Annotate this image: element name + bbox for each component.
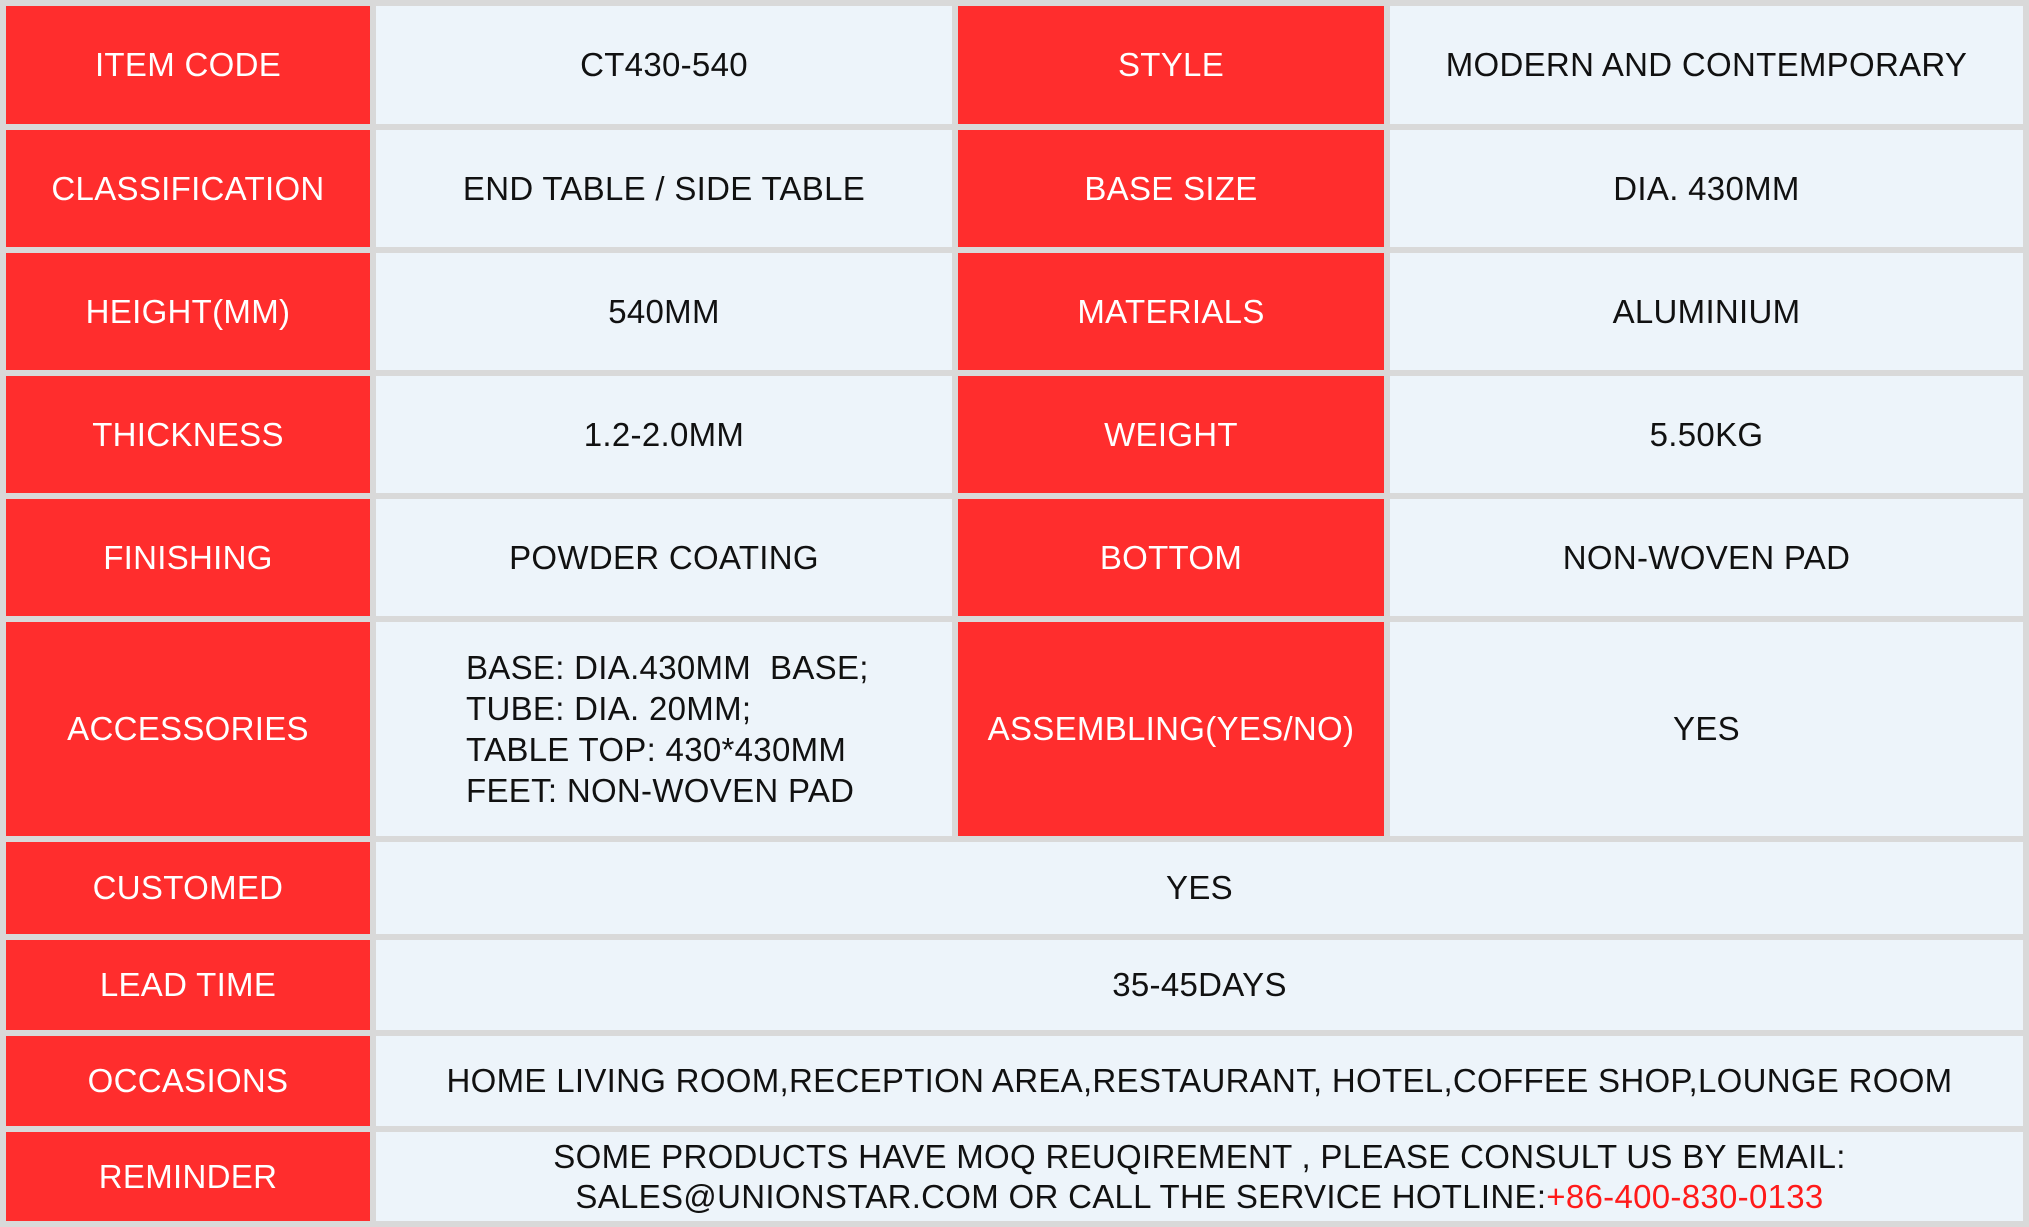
value-weight: 5.50KG — [1390, 376, 2023, 493]
reminder-line-2 — [575, 1177, 1823, 1217]
label-lead-time: LEAD TIME — [6, 940, 370, 1030]
value-accessories — [376, 622, 952, 836]
label-item-code: ITEM CODE — [6, 6, 370, 124]
value-finishing: POWDER COATING — [376, 499, 952, 616]
label-assembling: ASSEMBLING(YES/NO) — [958, 622, 1384, 836]
label-base-size: BASE SIZE — [958, 130, 1384, 247]
value-base-size: DIA. 430MM — [1390, 130, 2023, 247]
accessories-line-4: FEET: NON-WOVEN PAD — [466, 772, 855, 809]
accessories-line-3: TABLE TOP: 430*430MM — [466, 731, 847, 768]
label-style: STYLE — [958, 6, 1384, 124]
reminder-line-1: SOME PRODUCTS HAVE MOQ REUQIREMENT , PLEASE CONSULT US BY EMAIL: — [553, 1137, 1846, 1175]
label-reminder: REMINDER — [6, 1132, 370, 1221]
label-classification: CLASSIFICATION — [6, 130, 370, 247]
value-style: MODERN AND CONTEMPORARY — [1390, 6, 2023, 124]
value-lead-time: 35-45DAYS — [376, 940, 2023, 1030]
value-item-code: CT430-540 — [376, 6, 952, 124]
value-customed: YES — [376, 842, 2023, 934]
accessories-line-2: TUBE: DIA. 20MM; — [466, 690, 752, 727]
label-occasions: OCCASIONS — [6, 1036, 370, 1126]
value-thickness: 1.2-2.0MM — [376, 376, 952, 493]
value-occasions: HOME LIVING ROOM,RECEPTION AREA,RESTAURANT, HOTEL,COFFEE SHOP,LOUNGE ROOM — [376, 1036, 2023, 1126]
label-customed: CUSTOMED — [6, 842, 370, 934]
value-reminder — [376, 1132, 2023, 1221]
label-thickness: THICKNESS — [6, 376, 370, 493]
label-height: HEIGHT(MM) — [6, 253, 370, 370]
reminder-email-text: SALES@UNIONSTAR.COM OR CALL THE SERVICE HOTLINE: — [575, 1177, 1547, 1215]
value-classification: END TABLE / SIDE TABLE — [376, 130, 952, 247]
label-accessories: ACCESSORIES — [6, 622, 370, 836]
label-materials: MATERIALS — [958, 253, 1384, 370]
accessories-line-1: BASE: DIA.430MM BASE; — [466, 649, 869, 686]
label-bottom: BOTTOM — [958, 499, 1384, 616]
label-weight: WEIGHT — [958, 376, 1384, 493]
service-hotline[interactable]: +86-400-830-0133 — [1546, 1177, 1824, 1215]
value-height: 540MM — [376, 253, 952, 370]
value-materials: ALUMINIUM — [1390, 253, 2023, 370]
value-assembling: YES — [1390, 622, 2023, 836]
label-finishing: FINISHING — [6, 499, 370, 616]
value-bottom: NON-WOVEN PAD — [1390, 499, 2023, 616]
